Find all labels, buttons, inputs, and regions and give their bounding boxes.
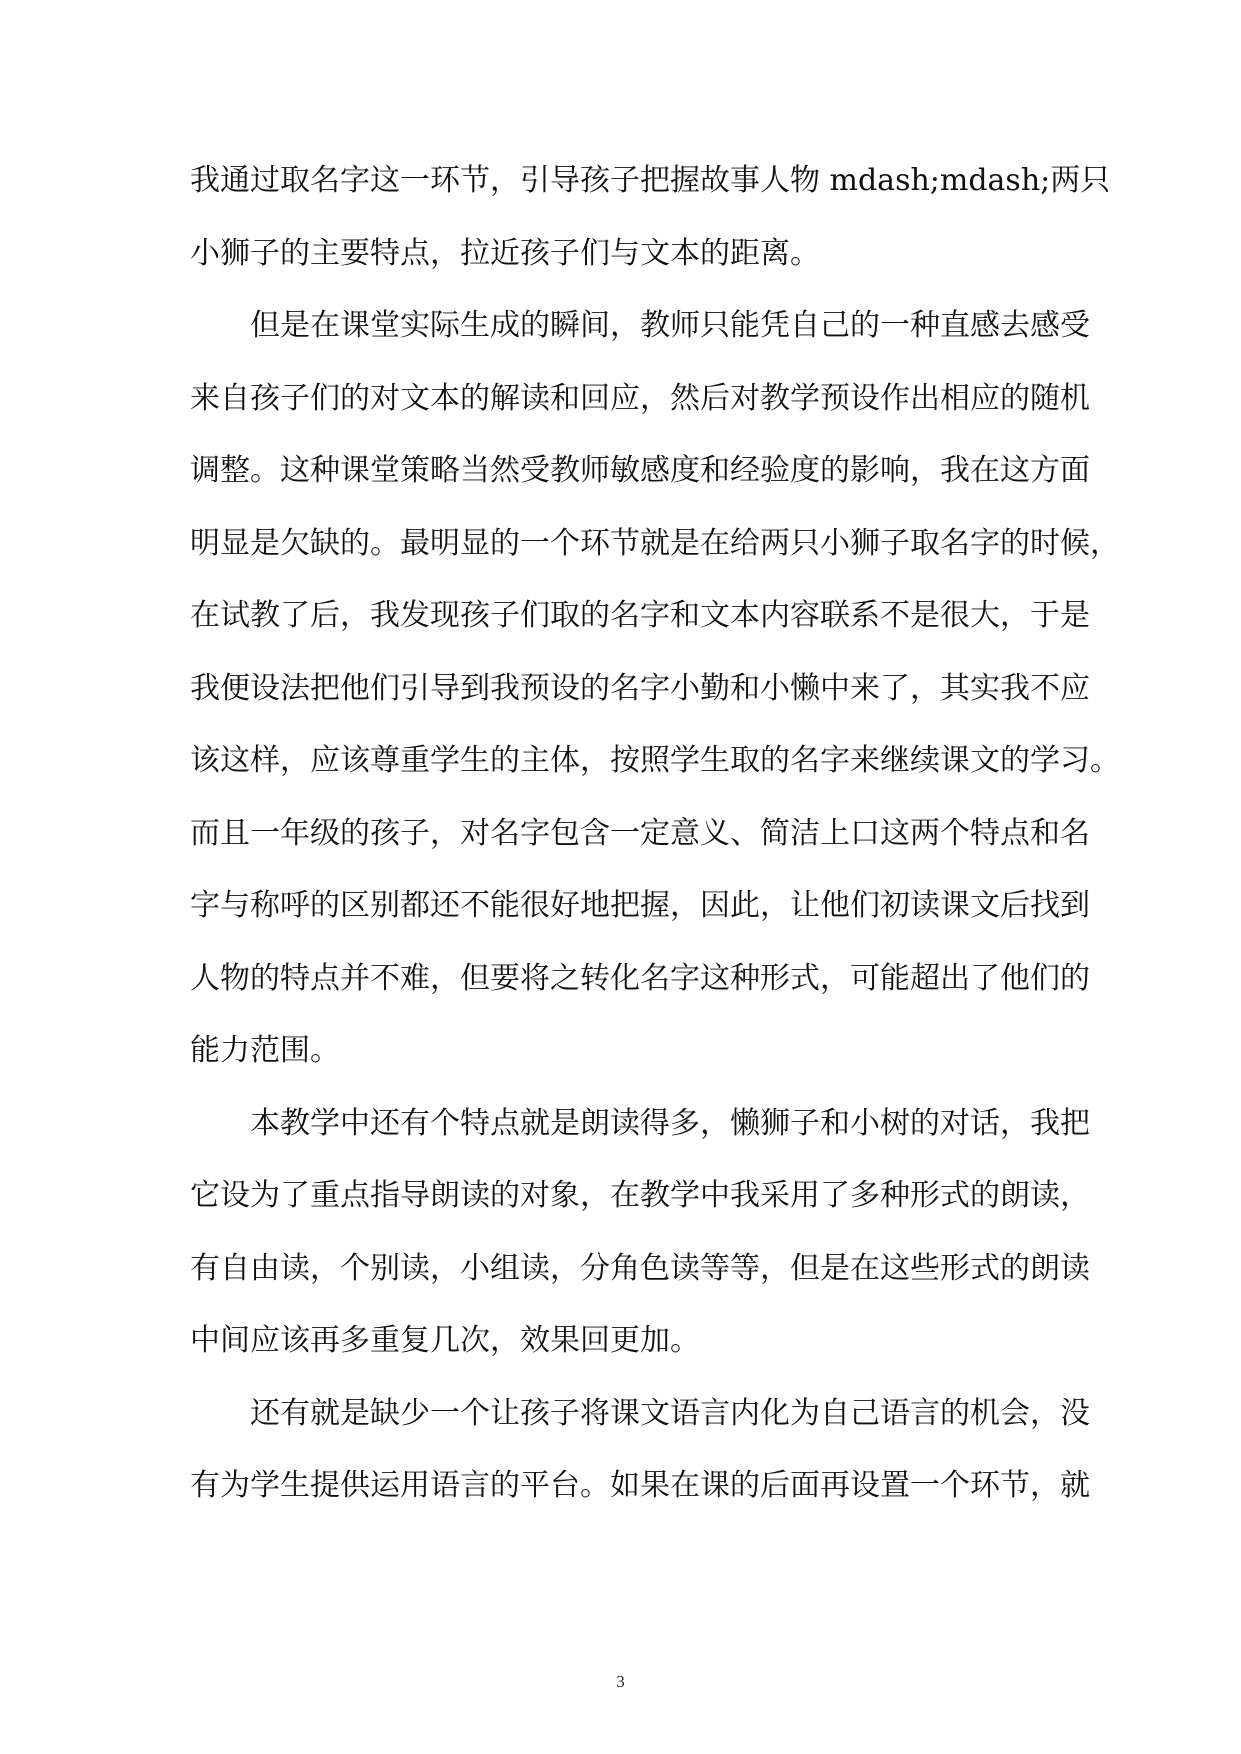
text-line: 来自孩子们的对文本的解读和回应，然后对教学预设作出相应的随机 [190,380,1090,416]
paragraph [190,145,1111,290]
text-line: 人物的特点并不难，但要将之转化名字这种形式，可能超出了他们的 [190,960,1090,996]
text-line: 我便设法把他们引导到我预设的名字小勤和小懒中来了，其实我不应 [190,670,1090,706]
page-number: 3 [616,1672,625,1691]
text-line: 明显是欠缺的。最明显的一个环节就是在给两只小狮子取名字的时候， [190,525,1120,561]
text-line: 能力范围。 [190,1033,340,1068]
text-line: 该这样，应该尊重学生的主体，按照学生取的名字来继续课文的学习。 [190,743,1120,778]
text-line: 本教学中还有个特点就是朗读得多，懒狮子和小树的对话，我把 [250,1105,1090,1141]
text-line: 而且一年级的孩子，对名字包含一定意义、简洁上口这两个特点和名 [190,815,1090,851]
text-line: 小狮子的主要特点，拉近孩子们与文本的距离。 [190,235,820,271]
text-line: 它设为了重点指导朗读的对象，在教学中我采用了多种形式的朗读， [190,1178,1090,1213]
text-line: 还有就是缺少一个让孩子将课文语言内化为自己语言的机会，没 [250,1395,1090,1431]
text-line: 我通过取名字这一环节，引导孩子把握故事人物 mdash;mdash;两只 [190,163,1111,198]
text-line: 有为学生提供运用语言的平台。如果在课的后面再设置一个环节，就 [190,1468,1090,1503]
text-line: 中间应该再多重复几次，效果回更加。 [190,1323,700,1358]
text-line: 但是在课堂实际生成的瞬间，教师只能凭自己的一种直感去感受 [250,308,1090,343]
text-line: 在试教了后，我发现孩子们取的名字和文本内容联系不是很大，于是 [190,598,1090,633]
text-line: 有自由读，个别读，小组读，分角色读等等，但是在这些形式的朗读 [190,1250,1090,1286]
body-text [190,145,1120,1523]
paragraph [190,290,1120,1088]
text-line: 调整。这种课堂策略当然受教师敏感度和经验度的影响，我在这方面 [190,453,1090,488]
paragraph [190,1378,1090,1523]
text-line: 字与称呼的区别都还不能很好地把握，因此，让他们初读课文后找到 [190,888,1090,923]
paragraph [190,1088,1090,1378]
